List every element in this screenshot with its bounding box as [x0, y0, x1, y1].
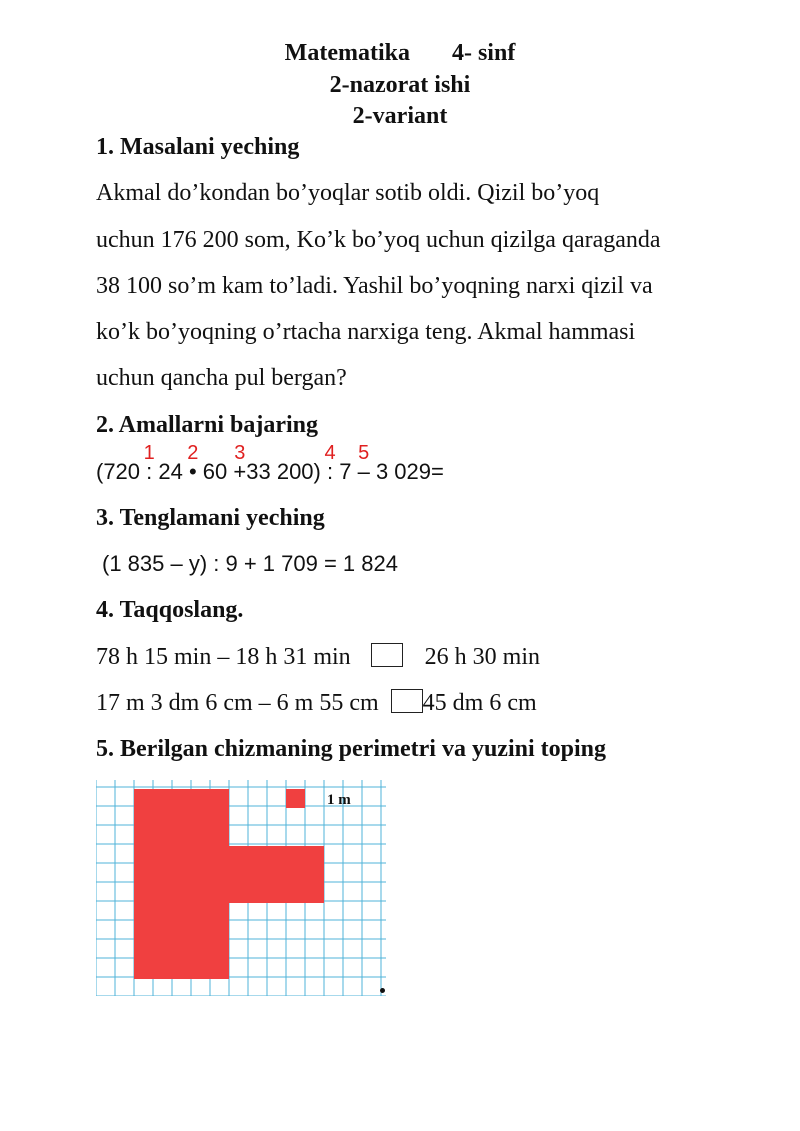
compare-left: 78 h 15 min – 18 h 31 min [96, 644, 351, 670]
expr-part: 3 029= [369, 459, 444, 484]
grid-figure [96, 780, 386, 996]
task1-line: 38 100 so’m kam to’ladi. Yashil bo’yoqning narxi qizil va [96, 273, 653, 299]
task1-line: ko’k bo’yoqning o’rtacha narxiga teng. Akmal hammasi [96, 319, 636, 345]
grade-title: 4- sinf [451, 40, 516, 66]
task2-heading: 2. Amallarni bajaring [96, 412, 319, 438]
compare-left: 17 m 3 dm 6 cm – 6 m 55 cm [96, 690, 379, 716]
order-number-2: 2 [187, 442, 199, 464]
compare-row [96, 688, 537, 718]
expr-part: 7 [333, 459, 358, 484]
task1-heading: 1. Masalani yeching [96, 134, 300, 160]
expr-part: 24 [152, 459, 189, 484]
grid-drawing [96, 780, 386, 996]
expr-part: (720 [96, 459, 147, 484]
operator-plus: + 3 [233, 442, 247, 484]
title-line [0, 38, 800, 68]
order-number-1: 1 [143, 442, 155, 464]
order-number-5: 5 [358, 442, 370, 464]
task1-line: uchun 176 200 som, Ko’k bo’yoq uchun qizilga qaraganda [96, 227, 661, 253]
task3-heading: 3. Tenglamani yeching [96, 505, 325, 531]
task5-heading: 5. Berilgan chizmaning perimetri va yuzini toping [96, 736, 606, 762]
dot-mark [380, 988, 385, 993]
compare-right: 45 dm 6 cm [422, 690, 537, 716]
variant-title: 2-variant [352, 103, 448, 129]
task2-expression [96, 442, 444, 487]
figure-shape [134, 789, 324, 979]
operator-multiply: • 2 [187, 442, 199, 484]
compare-answer-box[interactable] [371, 643, 403, 667]
order-number-4: 4 [324, 442, 336, 464]
operator-divide-2: : 4 [324, 442, 336, 484]
compare-row [96, 642, 540, 672]
task3-equation: (1 835 – y) : 9 + 1 709 = 1 824 [102, 551, 398, 576]
unit-label: 1 m [327, 792, 351, 808]
work-title: 2-nazorat ishi [329, 72, 471, 98]
task4-heading: 4. Taqqoslang. [96, 597, 244, 623]
operator-minus: – 5 [357, 442, 370, 484]
unit-square [286, 789, 305, 808]
task1-line: uchun qancha pul bergan? [96, 365, 347, 391]
task1-line: Akmal do’kondan bo’yoqlar sotib oldi. Qizil bo’yoq [96, 180, 600, 206]
order-number-3: 3 [234, 442, 246, 464]
subject-title: Matematika [284, 40, 410, 66]
expr-part: 33 200) [246, 459, 327, 484]
compare-answer-box[interactable] [391, 689, 423, 713]
expr-part: 60 [196, 459, 234, 484]
compare-right: 26 h 30 min [424, 644, 541, 670]
operator-divide-1: : 1 [143, 442, 155, 484]
